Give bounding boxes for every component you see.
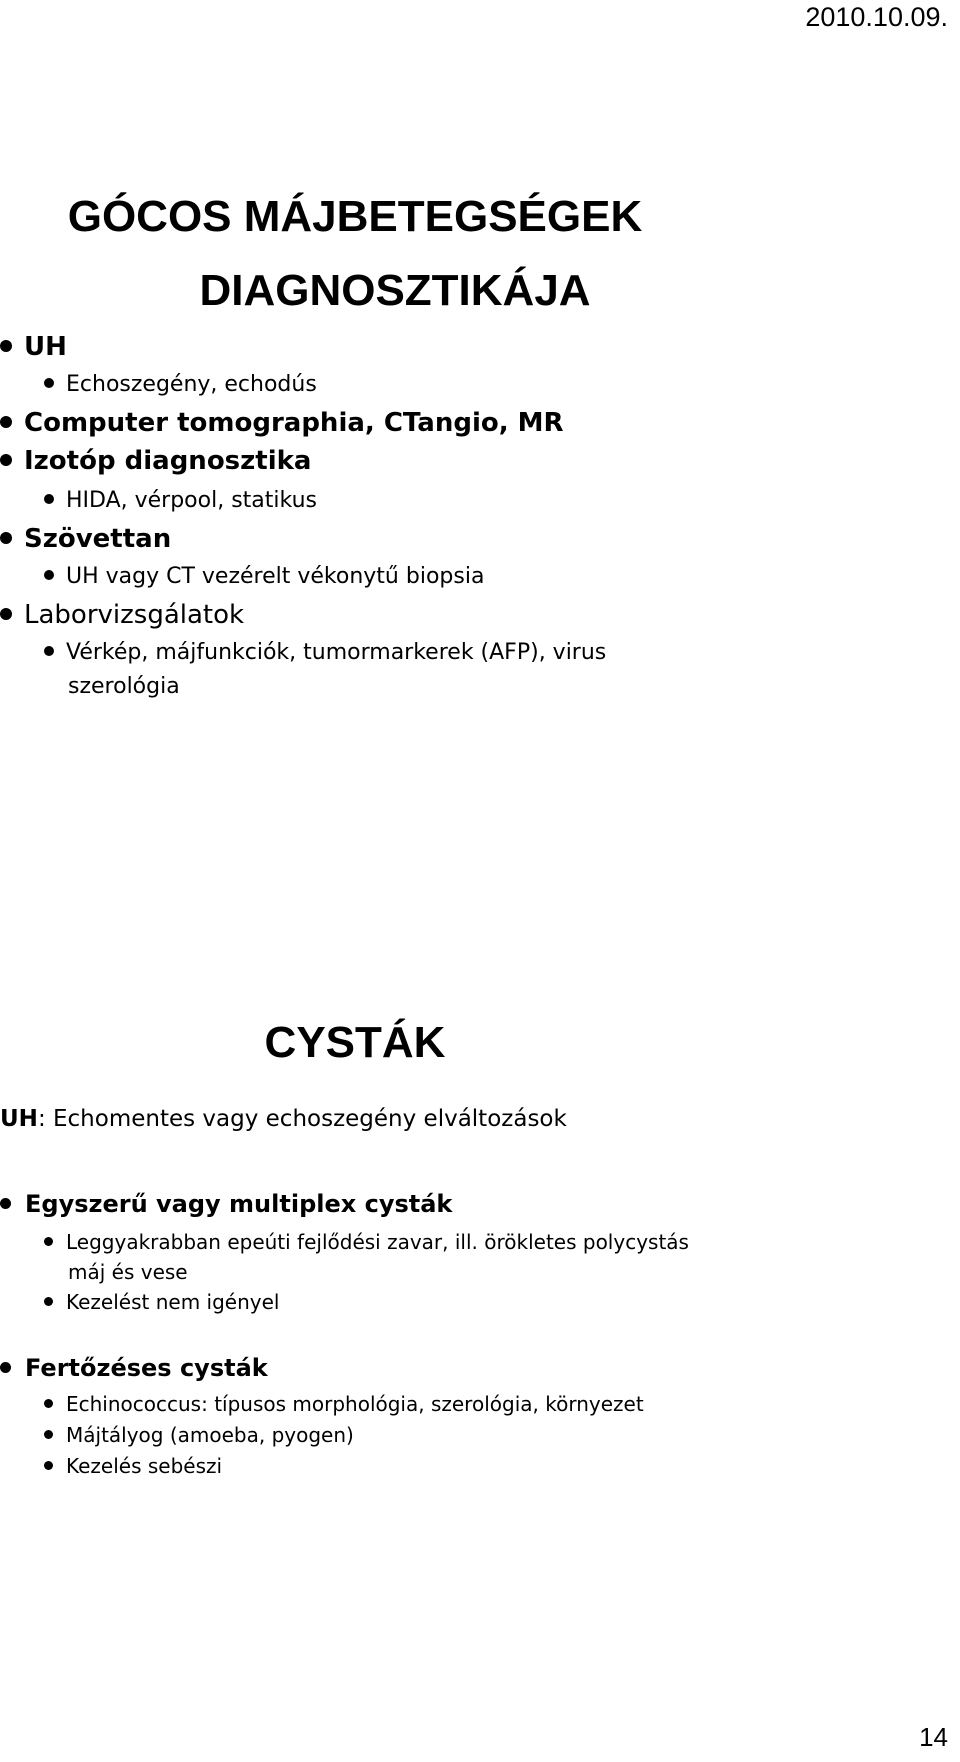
- bullet-dot-icon: [0, 1198, 11, 1209]
- sub-bullet-uh: Echoszegény, echodús: [44, 372, 317, 397]
- bullet-dot-icon: [0, 1362, 11, 1373]
- bullet-dot-icon: [0, 340, 12, 352]
- sub-bullet-echinococcus: Echinococcus: típusos morphológia, szerológia, környezet: [44, 1392, 644, 1416]
- page-number: 14: [919, 1722, 948, 1752]
- bullet-dot-icon: [44, 1237, 53, 1246]
- bullet-dot-icon: [0, 532, 12, 544]
- bullet-dot-icon: [44, 570, 54, 580]
- bullet-dot-icon: [44, 378, 54, 388]
- bullet-dot-icon: [44, 1430, 53, 1439]
- bullet-dot-icon: [44, 1461, 53, 1470]
- sub-bullet-szovettan: UH vagy CT vezérelt vékonytű biopsia: [44, 564, 484, 589]
- bullet-dot-icon: [0, 416, 12, 428]
- bullet-szovettan: Szövettan: [0, 524, 171, 554]
- section1-title-line1: GÓCOS MÁJBETEGSÉGEK: [67, 192, 643, 241]
- bullet-dot-icon: [44, 1399, 53, 1408]
- sub-bullet-majtalyog: Májtályog (amoeba, pyogen): [44, 1423, 354, 1447]
- bullet-izotop: Izotóp diagnosztika: [0, 446, 311, 476]
- sub-bullet-izotop: HIDA, vérpool, statikus: [44, 488, 317, 513]
- page-date: 2010.10.09.: [805, 2, 948, 32]
- sub-bullet-labor: Vérkép, májfunkciók, tumormarkerek (AFP), virus: [44, 640, 606, 665]
- sub-bullet-kezeles-sebeszi: Kezelés sebészi: [44, 1454, 222, 1478]
- section2-title: CYSTÁK: [264, 1018, 446, 1067]
- bullet-dot-icon: [0, 608, 12, 620]
- bullet-uh: UH: [0, 332, 67, 362]
- bullet-fertozeses: Fertőzéses cysták: [0, 1354, 268, 1382]
- bullet-dot-icon: [44, 1297, 53, 1306]
- uh-line: UH: Echomentes vagy echoszegény elváltozások: [0, 1106, 567, 1132]
- bullet-dot-icon: [44, 646, 54, 656]
- section1-title-line2: DIAGNOSZTIKÁJA: [199, 266, 591, 315]
- sub-bullet-leggyakrabban: Leggyakrabban epeúti fejlődési zavar, ill. örökletes polycystás: [44, 1230, 689, 1254]
- bullet-egyszeru: Egyszerű vagy multiplex cysták: [0, 1190, 452, 1218]
- sub-bullet-leggyakrabban-cont: máj és vese: [68, 1260, 188, 1284]
- bullet-labor: Laborvizsgálatok: [0, 600, 244, 630]
- bullet-dot-icon: [0, 454, 12, 466]
- bullet-ct: Computer tomographia, CTangio, MR: [0, 408, 564, 438]
- sub-bullet-kezelest: Kezelést nem igényel: [44, 1290, 279, 1314]
- bullet-dot-icon: [44, 494, 54, 504]
- sub-bullet-labor-cont: szerológia: [68, 674, 180, 699]
